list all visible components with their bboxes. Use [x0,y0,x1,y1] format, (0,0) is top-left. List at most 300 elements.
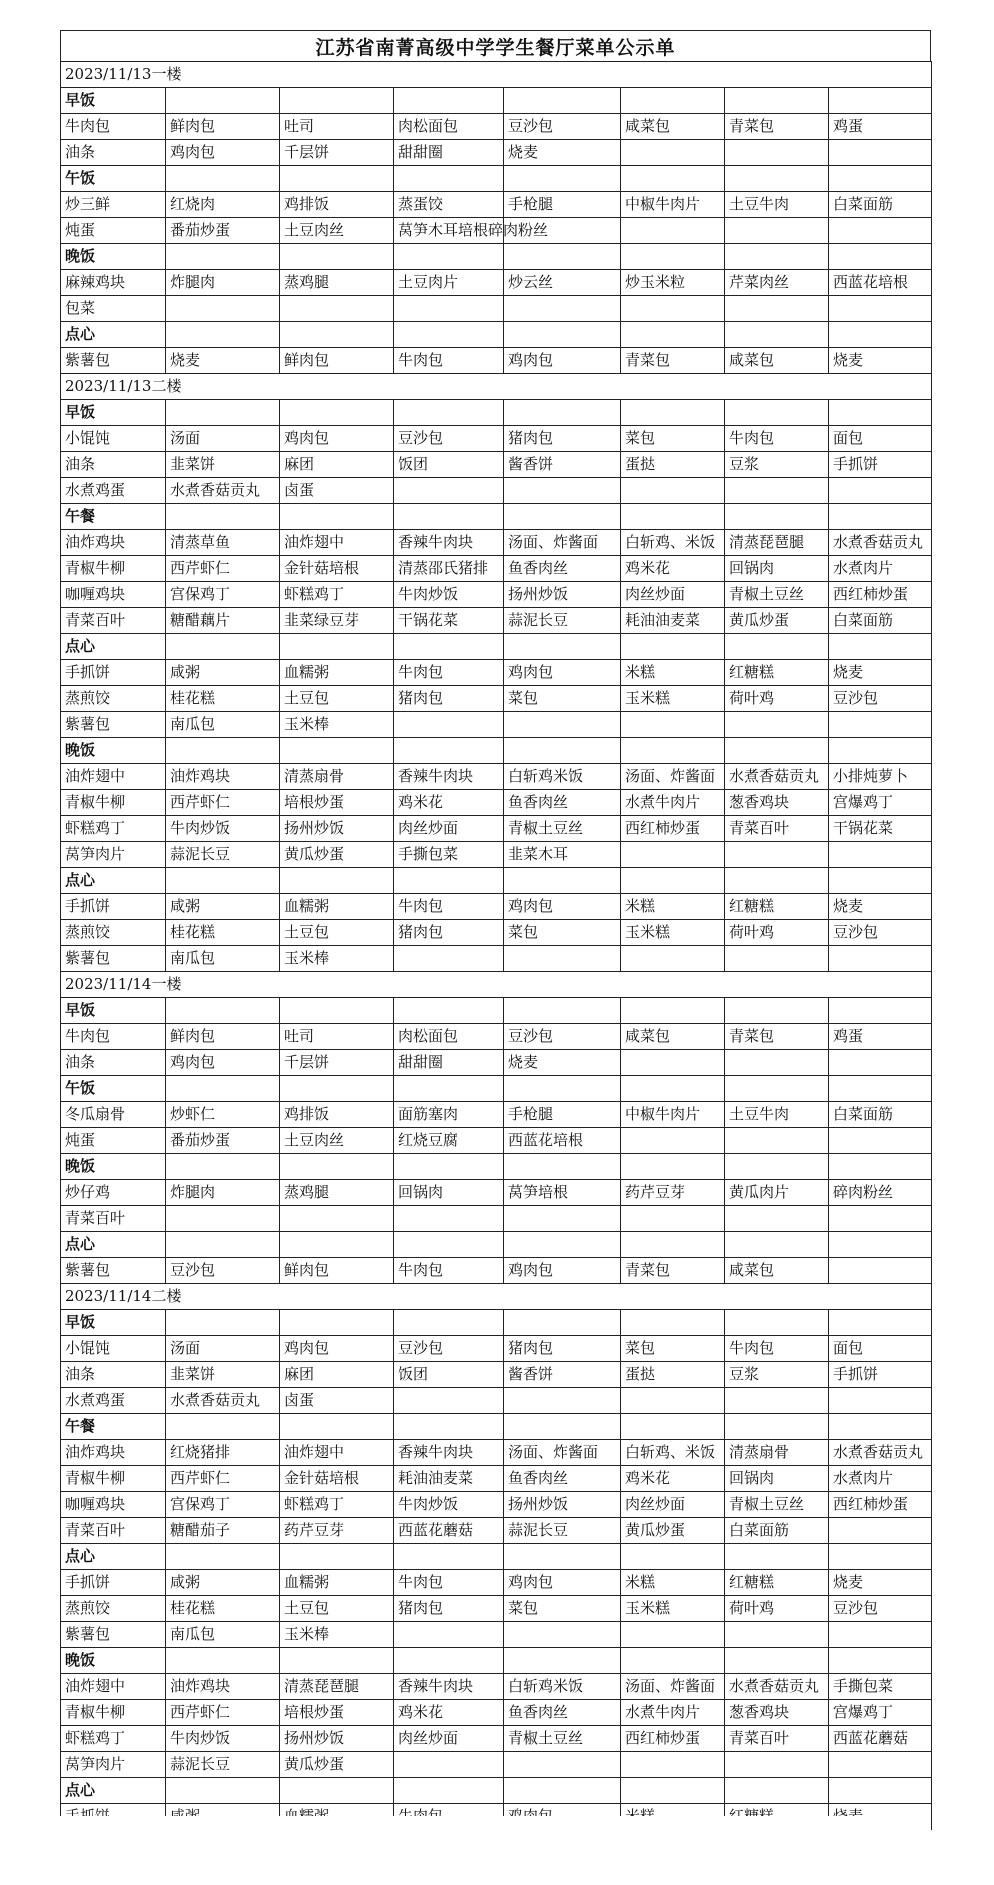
meal-category: 早饭 [61,1310,166,1336]
dish-cell: 宫保鸡丁 [166,1492,280,1518]
dish-cell: 鸡肉包 [166,140,280,166]
dish-cell [394,946,504,972]
dish-cell: 猪肉包 [394,1596,504,1622]
dish-cell: 青椒牛柳 [61,556,166,582]
dish-cell: 糖醋茄子 [166,1518,280,1544]
dish-cell: 豆沙包 [829,920,932,946]
dish-cell [829,140,932,166]
dish-cell: 鱼香肉丝 [504,1700,621,1726]
dish-cell [829,1128,932,1154]
dish-cell: 油条 [61,1362,166,1388]
dish-cell: 炸腿肉 [166,1180,280,1206]
dish-cell: 炒云丝 [504,270,621,296]
date-row [61,62,932,88]
dish-cell: 千层饼 [280,140,394,166]
dish-cell: 红烧猪排 [166,1440,280,1466]
dish-cell: 肉松面包 [394,1024,504,1050]
dish-cell: 黄瓜炒蛋 [621,1518,725,1544]
dish-cell: 牛肉包 [394,348,504,374]
dish-cell: 回锅肉 [394,1180,504,1206]
empty-cell [621,322,725,348]
dish-cell: 培根炒蛋 [280,790,394,816]
dish-cell: 土豆牛肉 [725,192,829,218]
dish-cell: 回锅肉 [725,556,829,582]
category-row [61,166,932,192]
dish-cell: 鸡肉包 [504,894,621,920]
dish-cell: 蒜泥长豆 [166,842,280,868]
dish-cell: 水煮香菇贡丸 [725,1674,829,1700]
dish-cell: 西红柿炒蛋 [829,1492,932,1518]
empty-cell [725,1648,829,1674]
empty-cell [504,1778,621,1804]
dish-cell: 炒虾仁 [166,1102,280,1128]
page-title: 江苏省南菁高级中学学生餐厅菜单公示单 [60,30,931,61]
empty-cell [829,1778,932,1804]
dish-cell: 牛肉炒饭 [394,1492,504,1518]
dish-cell: 葱香鸡块 [725,1700,829,1726]
dish-cell: 金针菇培根 [280,556,394,582]
empty-cell [166,1544,280,1570]
dish-cell: 白菜面筋 [829,192,932,218]
dish-cell [829,1258,932,1284]
table-row [61,140,932,166]
dish-cell: 青菜百叶 [61,608,166,634]
dish-cell: 牛肉包 [394,660,504,686]
dish-cell: 青椒牛柳 [61,1466,166,1492]
dish-cell: 牛肉包 [61,114,166,140]
empty-cell [725,634,829,660]
dish-cell [394,296,504,322]
meal-category: 点心 [61,1232,166,1258]
table-row [61,582,932,608]
dish-cell: 清蒸琵琶腿 [280,1674,394,1700]
empty-cell [829,868,932,894]
dish-cell: 豆沙包 [394,1336,504,1362]
dish-cell: 水煮香菇贡丸 [166,1388,280,1414]
dish-cell: 甜甜圈 [394,1050,504,1076]
dish-cell: 青菜百叶 [725,816,829,842]
dish-cell: 扬州炒饭 [280,816,394,842]
dish-cell: 菜包 [621,1336,725,1362]
empty-cell [166,1648,280,1674]
dish-cell: 鸡米花 [621,1466,725,1492]
empty-cell [394,1778,504,1804]
dish-cell: 肉丝炒面 [621,1492,725,1518]
empty-cell [725,1076,829,1102]
empty-cell [725,322,829,348]
dish-cell: 卤蛋 [280,478,394,504]
empty-cell [166,1232,280,1258]
dish-cell [725,1206,829,1232]
empty-cell [504,322,621,348]
dish-cell: 血糯粥 [280,894,394,920]
dish-cell: 油条 [61,140,166,166]
table-row [61,1024,932,1050]
dish-cell: 手抓饼 [829,1362,932,1388]
empty-cell [394,504,504,530]
dish-cell: 蒸鸡腿 [280,270,394,296]
meal-category: 午餐 [61,504,166,530]
empty-cell [394,244,504,270]
empty-cell [280,1544,394,1570]
table-row [61,556,932,582]
empty-cell [829,1310,932,1336]
meal-category: 午饭 [61,166,166,192]
dish-cell: 荷叶鸡 [725,1596,829,1622]
dish-cell: 牛肉包 [725,426,829,452]
empty-cell [280,504,394,530]
dish-cell: 紫薯包 [61,1258,166,1284]
dish-cell: 西蓝花培根 [829,270,932,296]
meal-category: 点心 [61,322,166,348]
dish-cell: 青菜包 [621,348,725,374]
dish-cell: 韭菜绿豆芽 [280,608,394,634]
dish-cell: 油条 [61,452,166,478]
empty-cell [504,400,621,426]
dish-cell [621,946,725,972]
empty-cell [504,166,621,192]
dish-cell: 手抓饼 [61,660,166,686]
dish-cell: 中椒牛肉片 [621,1102,725,1128]
dish-cell: 土豆肉片 [394,270,504,296]
dish-cell: 水煮牛肉片 [621,790,725,816]
empty-cell [621,634,725,660]
meal-category: 点心 [61,1778,166,1804]
empty-cell [394,400,504,426]
dish-cell: 油炸翅中 [280,530,394,556]
empty-cell [504,634,621,660]
date-row [61,374,932,400]
dish-cell: 红烧豆腐 [394,1128,504,1154]
empty-cell [504,1648,621,1674]
date-row [61,972,932,998]
section-date: 2023/11/13二楼 [61,374,932,400]
table-row [61,478,932,504]
empty-cell [725,1154,829,1180]
empty-cell [829,1076,932,1102]
empty-cell [829,998,932,1024]
empty-cell [829,166,932,192]
dish-cell: 鸡肉包 [166,1050,280,1076]
dish-cell: 烧麦 [166,348,280,374]
empty-cell [725,504,829,530]
dish-cell: 荷叶鸡 [725,920,829,946]
dish-cell: 白菜面筋 [829,1102,932,1128]
dish-cell: 汤面 [166,426,280,452]
dish-cell [504,1622,621,1648]
dish-cell [829,296,932,322]
dish-cell: 虾糕鸡丁 [61,1726,166,1752]
dish-cell: 香辣牛肉块 [394,1674,504,1700]
dish-cell: 紫薯包 [61,1622,166,1648]
empty-cell [725,166,829,192]
dish-cell [725,1050,829,1076]
dish-cell: 鸡肉包 [280,426,394,452]
dish-cell: 葱香鸡块 [725,790,829,816]
dish-cell: 虾糕鸡丁 [280,582,394,608]
empty-cell [166,1310,280,1336]
empty-cell [280,322,394,348]
dish-cell: 水煮鸡蛋 [61,478,166,504]
meal-category: 午餐 [61,1414,166,1440]
dish-cell [394,1622,504,1648]
empty-cell [280,1154,394,1180]
empty-cell [280,400,394,426]
dish-cell: 回锅肉 [725,1466,829,1492]
dish-cell [829,1206,932,1232]
dish-cell: 蒸蛋饺 [394,192,504,218]
dish-cell: 油炸鸡块 [61,530,166,556]
dish-cell [621,218,725,244]
empty-cell [166,400,280,426]
dish-cell: 油炸翅中 [61,764,166,790]
category-row [61,1310,932,1336]
dish-cell: 肉丝炒面 [621,582,725,608]
empty-cell [280,998,394,1024]
dish-cell: 鸡肉包 [504,660,621,686]
dish-cell: 香辣牛肉块 [394,530,504,556]
dish-cell: 面包 [829,1336,932,1362]
empty-cell [829,1414,932,1440]
dish-cell: 鲜肉包 [280,348,394,374]
dish-cell [829,218,932,244]
dish-cell: 牛肉包 [394,1258,504,1284]
table-row [61,1388,932,1414]
empty-cell [280,1648,394,1674]
empty-cell [621,166,725,192]
dish-cell: 面包 [829,426,932,452]
dish-cell: 培根炒蛋 [280,1700,394,1726]
dish-cell: 菜包 [504,920,621,946]
table-row [61,790,932,816]
dish-cell: 白菜面筋 [829,608,932,634]
table-row [61,114,932,140]
empty-cell [621,1648,725,1674]
empty-cell [504,88,621,114]
meal-category: 点心 [61,1544,166,1570]
dish-cell: 耗油油麦菜 [394,1466,504,1492]
dish-cell: 汤面、炸酱面 [504,530,621,556]
dish-cell: 鸡蛋 [829,114,932,140]
dish-cell: 手抓饼 [829,452,932,478]
dish-cell: 南瓜包 [166,1622,280,1648]
category-row [61,1778,932,1804]
dish-cell [394,1752,504,1778]
dish-cell: 玉米糕 [621,686,725,712]
empty-cell [166,1778,280,1804]
dish-cell: 西芹虾仁 [166,790,280,816]
dish-cell: 吐司 [280,114,394,140]
dish-cell: 手撕包菜 [829,1674,932,1700]
dish-cell: 鸡肉包 [504,1258,621,1284]
menu-table [60,61,932,1830]
category-row [61,634,932,660]
dish-cell: 猪肉包 [394,686,504,712]
dish-cell: 吐司 [280,1024,394,1050]
dish-cell: 西红柿炒蛋 [621,1726,725,1752]
menu-sheet [60,30,931,1830]
table-row [61,1752,932,1778]
dish-cell: 咸粥 [166,1570,280,1596]
empty-cell [725,1544,829,1570]
empty-cell [621,1544,725,1570]
dish-cell: 药芹豆芽 [621,1180,725,1206]
dish-cell: 红糖糕 [725,1570,829,1596]
empty-cell [166,738,280,764]
dish-cell: 番茄炒蛋 [166,218,280,244]
empty-cell [280,1232,394,1258]
dish-cell: 炖蛋 [61,218,166,244]
dish-cell: 牛肉炒饭 [394,582,504,608]
dish-cell: 黄瓜肉片 [725,1180,829,1206]
empty-cell [280,1076,394,1102]
empty-cell [829,1232,932,1258]
category-row [61,1154,932,1180]
dish-cell: 红糖糕 [725,660,829,686]
empty-cell [394,738,504,764]
empty-cell [166,1414,280,1440]
empty-cell [394,1232,504,1258]
section-date: 2023/11/14二楼 [61,1284,932,1310]
empty-cell [829,738,932,764]
dish-cell [621,140,725,166]
dish-cell: 油条 [61,1050,166,1076]
dish-cell: 紫薯包 [61,946,166,972]
empty-cell [166,1154,280,1180]
empty-cell [829,400,932,426]
empty-cell [829,634,932,660]
dish-cell: 清蒸邵氏猪排 [394,556,504,582]
table-row [61,1492,932,1518]
dish-cell: 牛肉炒饭 [166,1726,280,1752]
empty-cell [166,1076,280,1102]
dish-cell: 水煮牛肉片 [621,1700,725,1726]
empty-cell [280,88,394,114]
dish-cell: 玉米糕 [621,920,725,946]
dish-cell: 汤面、炸酱面 [504,1440,621,1466]
dish-cell: 土豆包 [280,920,394,946]
table-row [61,426,932,452]
empty-cell [394,868,504,894]
category-row [61,998,932,1024]
dish-cell: 黄瓜炒蛋 [280,1752,394,1778]
empty-cell [280,1414,394,1440]
dish-cell [725,1128,829,1154]
category-row [61,322,932,348]
dish-cell: 西芹虾仁 [166,1700,280,1726]
category-row [61,1076,932,1102]
dish-cell: 烧麦 [829,660,932,686]
empty-cell [504,1414,621,1440]
dish-cell [829,1388,932,1414]
dish-cell: 玉米棒 [280,946,394,972]
dish-cell: 肉松面包 [394,114,504,140]
dish-cell: 猪肉包 [504,426,621,452]
dish-cell: 蒜泥长豆 [166,1752,280,1778]
dish-cell: 宫保鸡丁 [166,582,280,608]
table-row [61,946,932,972]
category-row [61,504,932,530]
dish-cell: 牛肉包 [394,1570,504,1596]
dish-cell: 菜包 [504,1596,621,1622]
table-row [61,1050,932,1076]
dish-cell: 水煮鸡蛋 [61,1388,166,1414]
dish-cell: 水煮香菇贡丸 [725,764,829,790]
dish-cell: 鸡肉包 [504,1570,621,1596]
dish-cell: 甜甜圈 [394,140,504,166]
empty-cell [621,1414,725,1440]
empty-cell [394,1648,504,1674]
dish-cell: 红烧肉 [166,192,280,218]
dish-cell: 炒仔鸡 [61,1180,166,1206]
dish-cell [166,1206,280,1232]
table-row [61,1622,932,1648]
dish-cell: 酱香饼 [504,452,621,478]
dish-cell: 汤面、炸酱面 [621,764,725,790]
empty-cell [621,868,725,894]
empty-cell [725,1778,829,1804]
section-date: 2023/11/13一楼 [61,62,932,88]
dish-cell: 耗油油麦菜 [621,608,725,634]
empty-cell [504,1310,621,1336]
table-row [61,1570,932,1596]
category-row [61,738,932,764]
table-row [61,1726,932,1752]
dish-cell: 油炸鸡块 [166,764,280,790]
empty-cell [280,166,394,192]
dish-cell [829,712,932,738]
dish-cell: 蒸煎饺 [61,920,166,946]
dish-cell: 番茄炒蛋 [166,1128,280,1154]
dish-cell: 米糕 [621,1570,725,1596]
empty-cell [280,1310,394,1336]
dish-cell: 黄瓜炒蛋 [280,842,394,868]
dish-cell: 清蒸草鱼 [166,530,280,556]
table-row [61,1336,932,1362]
table-row [61,218,932,244]
meal-category: 晚饭 [61,1648,166,1674]
dish-cell: 青菜百叶 [61,1206,166,1232]
dish-cell [621,1050,725,1076]
table-row [61,816,932,842]
dish-cell [829,1622,932,1648]
dish-cell: 韭菜木耳 [504,842,621,868]
empty-cell [829,504,932,530]
dish-cell: 玉米棒 [280,1622,394,1648]
empty-cell [166,166,280,192]
empty-cell [621,1778,725,1804]
dish-cell [725,1388,829,1414]
dish-cell: 桂花糕 [166,686,280,712]
dish-cell: 卤蛋 [280,1388,394,1414]
dish-cell: 白菜面筋 [725,1518,829,1544]
dish-cell: 鸡排饭 [280,192,394,218]
dish-cell: 香辣牛肉块 [394,764,504,790]
category-row [61,244,932,270]
table-row [61,1440,932,1466]
dish-cell: 豆沙包 [394,426,504,452]
empty-cell [829,1544,932,1570]
dish-cell: 扬州炒饭 [280,1726,394,1752]
dish-cell: 烧麦 [504,140,621,166]
dish-cell: 蒸鸡腿 [280,1180,394,1206]
empty-cell [394,1154,504,1180]
dish-cell: 猪肉包 [394,920,504,946]
dish-cell: 土豆肉丝 [280,1128,394,1154]
meal-category: 早饭 [61,998,166,1024]
dish-cell: 豆沙包 [504,114,621,140]
dish-cell: 中椒牛肉片 [621,192,725,218]
